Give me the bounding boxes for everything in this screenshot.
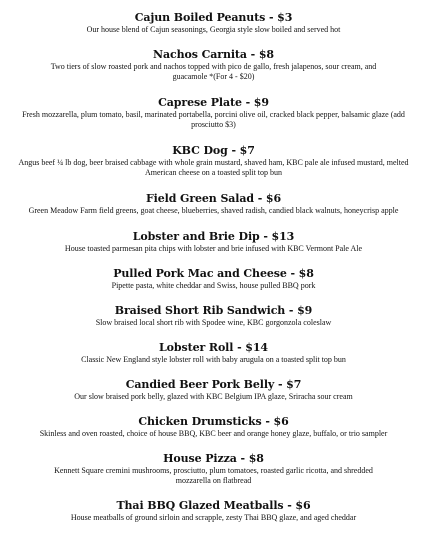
menu-item-title: Pulled Pork Mac and Cheese - $8 [113, 267, 314, 280]
menu-item-description: Fresh mozzarella, plum tomato, basil, marinated portabella, porcini olive oil, cracked black pepper, balsamic glaze (add prosciutto $3) [22, 110, 405, 129]
menu-item-field-green-salad [0, 192, 427, 216]
menu-item-description: Our house blend of Cajun seasonings, Georgia style slow boiled and served hot [86, 25, 341, 34]
menu-item-title: Thai BBQ Glazed Meatballs - $6 [116, 499, 311, 512]
menu-item-house-pizza [0, 452, 427, 486]
menu-item-description: Two tiers of slow roasted pork and nachos topped with pico de gallo, fresh jalapenos, sour cream, and guacamole *(For 4 - $20) [50, 62, 377, 81]
menu-item-description: Slow braised local short rib with Spodee wine, KBC gorgonzola coleslaw [95, 318, 332, 327]
menu-item-title: KBC Dog - $7 [172, 144, 255, 157]
menu-item-title: Cajun Boiled Peanuts - $3 [134, 11, 293, 24]
menu-item-title: House Pizza - $8 [163, 452, 264, 465]
menu-item-description: Skinless and oven roasted, choice of house BBQ, KBC beer and orange honey glaze, buffalo, or trio sampler [39, 429, 388, 438]
menu-item-pulled-pork-mac-and-cheese [0, 267, 427, 291]
menu-item-thai-bbq-glazed-meatballs [0, 499, 427, 523]
menu-item-title: Lobster and Brie Dip - $13 [132, 230, 295, 243]
menu-item-description: Kennett Square cremini mushrooms, prosciutto, plum tomatoes, roasted garlic ricotta, and shredded mozzarella on flatbread [54, 466, 373, 485]
menu-item-lobster-and-brie-dip [0, 230, 427, 254]
menu-item-chicken-drumsticks [0, 415, 427, 439]
menu-item-title: Caprese Plate - $9 [158, 96, 269, 109]
menu-item-title: Candied Beer Pork Belly - $7 [125, 378, 302, 391]
menu-item-braised-short-rib-sandwich [0, 304, 427, 328]
menu-item-description: Classic New England style lobster roll with baby arugula on a toasted split top bun [81, 355, 346, 364]
menu-item-title: Field Green Salad - $6 [145, 192, 282, 205]
menu-item-title: Lobster Roll - $14 [159, 341, 268, 354]
menu-item-description: House meatballs of ground sirloin and scrapple, zesty Thai BBQ glaze, and aged cheddar [70, 513, 357, 522]
menu-item-title: Braised Short Rib Sandwich - $9 [114, 304, 313, 317]
menu-item-description: House toasted parmesan pita chips with lobster and brie infused with KBC Vermont Pale Ale [64, 244, 363, 253]
menu-item-description: Pipette pasta, white cheddar and Swiss, house pulled BBQ pork [111, 281, 316, 290]
menu-item-cajun-boiled-peanuts [0, 11, 427, 35]
menu-item-nachos-carnita [0, 48, 427, 82]
menu-item-description: Green Meadow Farm field greens, goat cheese, blueberries, shaved radish, candied black walnuts, honeycrisp apple [28, 206, 399, 215]
menu-item-candied-beer-pork-belly [0, 378, 427, 402]
menu-item-lobster-roll [0, 341, 427, 365]
menu-item-title: Chicken Drumsticks - $6 [138, 415, 289, 428]
menu-item-caprese-plate [0, 96, 427, 130]
menu-item-description: Our slow braised pork belly, glazed with KBC Belgium IPA glaze, Sriracha sour cream [74, 392, 353, 401]
menu-item-title: Nachos Carnita - $8 [153, 48, 274, 61]
menu-item-kbc-dog [0, 144, 427, 178]
menu-item-description: Angus beef ¼ lb dog, beer braised cabbage with whole grain mustard, shaved ham, KBC pale ale infused mustard, melted American cheese on a toasted split top bun [18, 158, 409, 177]
